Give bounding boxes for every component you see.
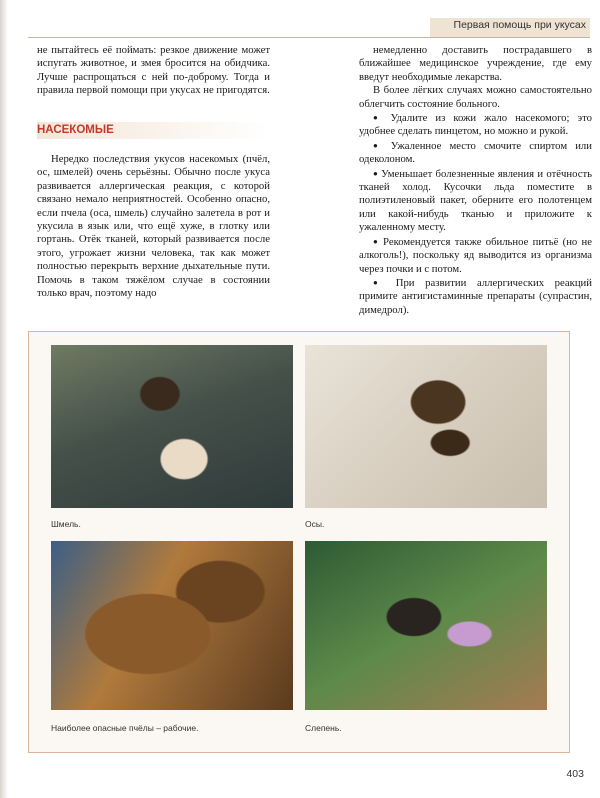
caption-wasps: Осы. bbox=[305, 519, 325, 529]
caption-worker-bees: Наиболее опасные пчёлы – рабочие. bbox=[51, 723, 199, 733]
bullet-alcohol: ● Ужаленное место смочите спиртом или одеколоном. bbox=[359, 139, 592, 167]
intro-paragraph: не пытайтесь её поймать: резкое движение может испугать животное, и змея бросится на обидчика. Лучше распрощаться с ней по-доброму. Тогда и правила первой помощи при укусах не пригодятся. bbox=[37, 44, 270, 97]
page-edge-shadow bbox=[0, 0, 8, 798]
page-number: 403 bbox=[566, 768, 584, 780]
right-column bbox=[359, 44, 592, 317]
mild-cases-paragraph: В более лёгких случаях можно самостоятельно облегчить состояние больного. bbox=[359, 84, 592, 110]
bullet-cold: ● Уменьшает болезненные явления и отёчность тканей холод. Кусочки льда поместите в полиэтиленовый пакет, оберните его полотенцем или какой-нибудь тканью и приложите к ужаленному месту. bbox=[359, 167, 592, 235]
bullet-remove-stinger: ● Удалите из кожи жало насекомого; это удобнее сделать пинцетом, но можно и рукой. bbox=[359, 111, 592, 139]
worker-bees-photo bbox=[51, 541, 293, 710]
header-rule bbox=[28, 37, 590, 38]
continuation-paragraph: немедленно доставить пострадавшего в ближайшее медицинское учреждение, где ему введут необходимые лекарства. bbox=[359, 44, 592, 83]
caption-bumblebee: Шмель. bbox=[51, 519, 81, 529]
bullet-antihistamine: ● При развитии аллергических реакций примите антигистаминные препараты (супрастин, димедрол). bbox=[359, 276, 592, 317]
caption-horsefly: Слепень. bbox=[305, 723, 342, 733]
insects-paragraph: Нередко последствия укусов насекомых (пчёл, ос, шмелей) очень серьёзны. Обычно после укуса развивается аллергическая реакция, с которой связано немало неприятностей. Особенно опасно, если пчела (оса, шмель) случайно залетела в рот и укусила в язык или, что ещё хуже, в глотку или гортань. Отёк тканей, который развивается после этого, угрожает жизни человека, так как может полностью перекрыть верхние дыхательные пути. Помочь в таком тяжёлом случае в состоянии только врач, поэтому надо bbox=[37, 153, 270, 300]
bullet-drink: ● Рекомендуется также обильное питьё (но не алкоголь!), поскольку яд выводится из организма через почки и с потом. bbox=[359, 235, 592, 276]
left-column bbox=[37, 44, 270, 301]
horsefly-photo bbox=[305, 541, 547, 710]
wasps-photo bbox=[305, 345, 547, 508]
bumblebee-photo bbox=[51, 345, 293, 508]
section-heading-insects: НАСЕКОМЫЕ bbox=[37, 122, 270, 139]
running-header: Первая помощь при укусах bbox=[453, 19, 586, 31]
